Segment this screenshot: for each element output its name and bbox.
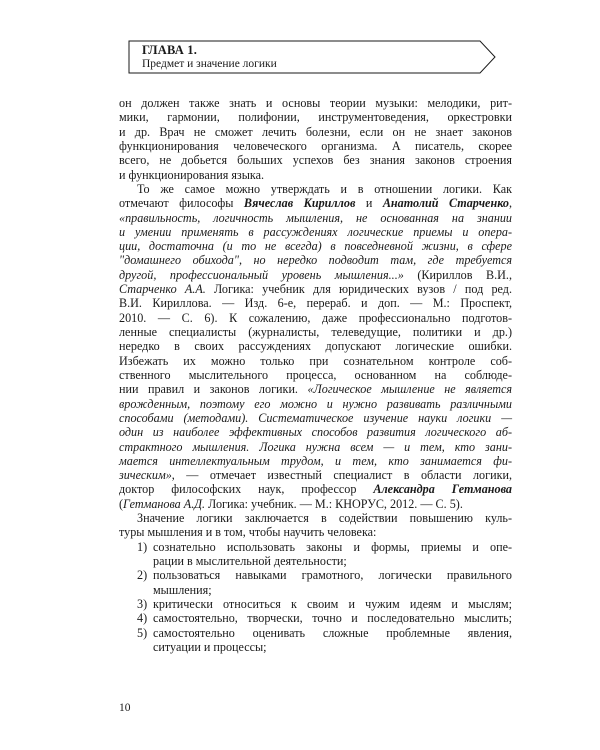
text-line: пользоваться навыками грамотного, логически правильного [153,568,512,583]
quote-line: страктного мышления. Логика нужна всем — и тем, кто зани- [119,439,512,454]
text-line: ственного мыслительного процесса, основанном на соблюде- [119,367,512,382]
page-number: 10 [119,702,131,714]
text-line: мики, гармонии, полифонии, инструментоведения, оркестровки [119,110,512,125]
list-item [137,568,512,597]
text-line: 2010. — С. 6). К сожалению, даже профессионально подготов- [119,310,512,325]
list-number: 5) [137,625,148,640]
list-number: 2) [137,568,148,583]
quote-line: один из наиболее эффективных способов развития логического аб- [119,425,512,440]
text-line: он должен также знать и основы теории музыки: мелодики, рит- [119,96,512,110]
text-line: критически относиться к своим и чужим идеям и мыслям; [153,596,512,611]
quote-line: способами (методами). Систематическое изучение науки логики — [119,410,512,425]
text-line: зическим», — отмечает известный специалист в области логики, [119,468,512,483]
text-line: ситуации и процессы; [153,639,267,654]
list-number: 1) [137,539,148,554]
text-line: нии правил и законов логики. «Логическое мышление не является [119,382,512,397]
text-line: Избежать их можно только при сознательном контроле соб- [119,353,512,368]
text-line: функционирования человеческого организма. А писатель, скорее [119,138,512,153]
quote-line: врожденным, поэтому его можно и нужно развивать различными [119,396,512,411]
list-item [137,626,512,655]
text-line: отмечают философы Вячеслав Кириллов и Анатолий Старченко, [119,196,512,211]
list-number: 3) [137,596,148,611]
text-line: другой, профессиональный уровень мышления...» (Кириллов В.И., [119,267,512,282]
list-item [137,540,512,569]
text-line: и функционирования языка. [119,167,265,182]
text-line: мышления; [153,582,212,597]
text-line: самостоятельно, творчески, точно и последовательно мыслить; [153,611,512,626]
list-item [137,611,512,625]
author-name-getmanova: Александра Гетманова [373,482,512,497]
quote-line: «правильность, логичность мышления, не основанная на знании [119,210,512,225]
author-name-starchenko: Анатолий Старченко [382,196,509,211]
numbered-list [137,540,512,655]
author-name-kirillov: Вячеслав Кириллов [243,196,356,211]
text-line: сознательно использовать законы и формы, приемы и опе- [153,539,512,554]
quote-line: "домашнего обихода", но нередко подводит там, где требуется [119,253,512,268]
chapter-header [128,40,496,74]
text-line: рации в мыслительной деятельности; [153,554,347,568]
quote-line: и умении применять в рассуждениях логические приемы и опера- [119,224,512,239]
text-line: (Гетманова А.Д. Логика: учебник. — М.: КНОРУС, 2012. — С. 5). [119,496,463,511]
text-line: доктор философских наук, профессор Александра Гетманова [119,482,512,497]
paragraph-3 [119,511,512,540]
list-number: 4) [137,611,148,626]
text-line: ленные специалисты (журналисты, телеведущие, политики и др.) [119,325,512,339]
chapter-subtitle: Предмет и значение логики [142,58,277,70]
text-line: всего, не добьется больших успехов без знания законов строения [119,153,512,168]
text-line: и др. Врач не сможет лечить болезни, если он не знает законов [119,124,512,139]
paragraph-1 [119,96,512,182]
chapter-title: ГЛАВА 1. [142,43,198,57]
text-line: туры мышления и в том, чтобы научить человека: [119,525,377,540]
body-text [119,96,512,654]
text-line: самостоятельно оценивать сложные проблемные явления, [153,625,512,640]
list-item [137,597,512,611]
text-line: В.И. Кириллова. — Изд. 6-е, перераб. и доп. — М.: Проспект, [119,296,512,311]
text-line: То же самое можно утверждать и в отношении логики. Как [137,181,512,196]
quote-line: ции, достаточна (и то не всегда) в повседневной жизни, в сфере [119,239,512,254]
paragraph-2 [119,182,512,511]
text-line: нередко в своих рассуждениях допускают логические ошибки. [119,339,512,354]
quote-line: мается интеллектуальным трудом, и тем, кто занимается фи- [119,453,512,468]
text-line: Старченко А.А. Логика: учебник для юридических вузов / под ред. [119,282,512,297]
text-line: Значение логики заключается в содействии повышению куль- [137,511,512,526]
